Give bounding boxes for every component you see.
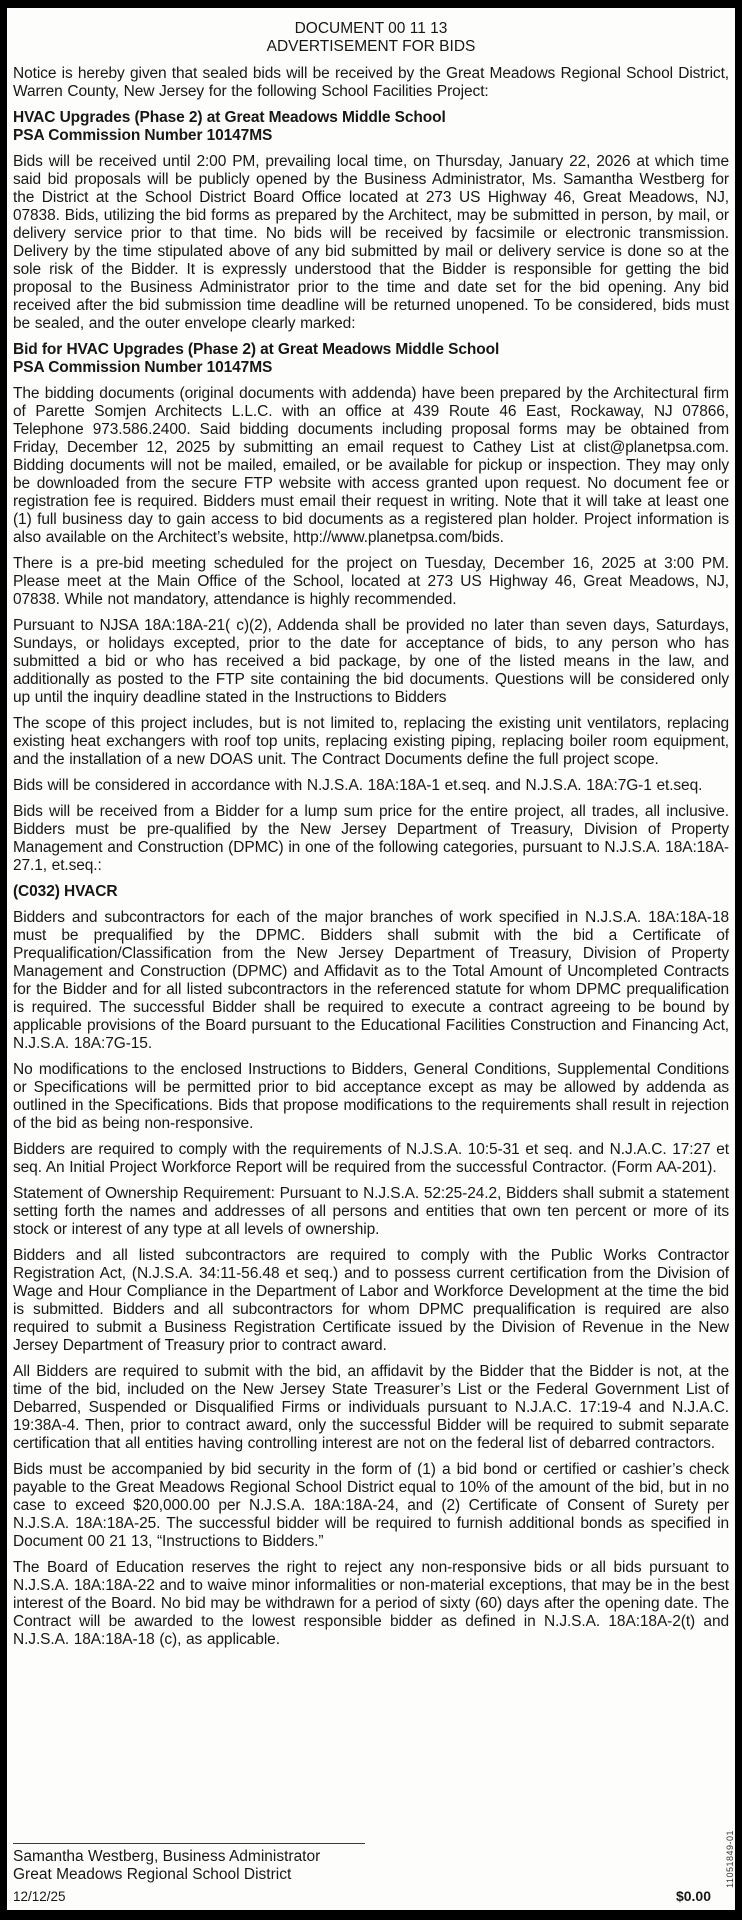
notice-id: 11051849-01 — [725, 1830, 735, 1888]
paragraph-bids-received: Bids will be received until 2:00 PM, prevailing local time, on Thursday, January 22, 2026 at which time said bid proposals will be publicly opened by the Business Administrator, Ms. Samantha Westberg for the District at the School District Board Office located at 273 US Highway 46, Great Meadows, NJ, 07838. Bids, utilizing the bid forms as prepared by the Architect, may be submitted in person, by mail, or delivery service prior to that time. No bids will be received by facsimile or electronic transmission. Delivery by the time stipulated above of any bid submitted by mail or delivery service is done so at the sole risk of the Bidder. It is expressly understood that the Bidder is responsible for getting the bid proposal to the Business Administrator prior to the time and date set for the bid opening. Any bid received after the bid submission time deadline will be returned unopened. To be considered, bids must be sealed, and the outer envelope clearly marked: — [13, 153, 729, 332]
paragraph-prequalification: Bidders and subcontractors for each of the major branches of work specified in N.J.S.A. 18A:18A-18 must be prequalified by the DPMC. Bidders shall submit with the bid a Certificate of Prequalification/Classification from the New Jersey Department of Treasury, Division of Property Management and Construction (DPMC) and Affidavit as to the Total Amount of Uncompleted Contracts for the Bidder and for all listed subcontractors in the referenced statute for whom DPMC prequalification is required. The successful Bidder shall be required to execute a contract agreeing to be bound by applicable provisions of the Board pursuant to the Educational Facilities Construction and Financing Act, N.J.S.A. 18A:7G-15. — [13, 909, 729, 1052]
paragraph-debarred: All Bidders are required to submit with the bid, an affidavit by the Bidder that the Bidder is not, at the time of the bid, included on the New Jersey State Treasurer’s List or the Federal Government List of Debarred, Suspended or Disqualified Firms or individuals pursuant to N.J.A.C. 17:19-4 and N.J.A.C. 19:38A-4. Then, prior to contract award, only the successful Bidder will be required to submit separate certification that all entities having controlling interest are not on the federal list of debarred contractors. — [13, 1363, 729, 1452]
signature-line — [13, 1843, 365, 1844]
paragraph-lump-sum: Bids will be received from a Bidder for a lump sum price for the entire project, all trades, all inclusive. Bidders must be pre-qualified by the New Jersey Department of Treasury, Division of Property Management and Construction (DPMC) in one of the following categories, pursuant to N.J.S.A. 18A:18A-27.1, et.seq.: — [13, 803, 729, 874]
project-title: HVAC Upgrades (Phase 2) at Great Meadows Middle School — [13, 109, 446, 126]
document-number: DOCUMENT 00 11 13 — [294, 20, 448, 37]
paragraph-pre-bid-meeting: There is a pre-bid meeting scheduled for the project on Tuesday, December 16, 2025 at 3:00 PM. Please meet at the Main Office of the School, located at 273 US Highway 46, Great Meadows, NJ, 07838. While not mandatory, attendance is highly recommended. — [13, 555, 729, 608]
paragraph-no-modifications: No modifications to the enclosed Instructions to Bidders, General Conditions, Supplemental Conditions or Specifications will be permitted prior to bid acceptance except as may be allowed by addenda as outlined in the Specifications. Bids that propose modifications to the requirements shall result in rejection of the bid as being non-responsive. — [13, 1061, 729, 1132]
signatory-name: Samantha Westberg, Business Administrator — [13, 1848, 321, 1865]
paragraph-bid-security: Bids must be accompanied by bid security in the form of (1) a bid bond or certified or cashier’s check payable to the Great Meadows Regional School District equal to 10% of the amount of the bid, but in no case to exceed $20,000.00 per N.J.S.A. 18A:18A-24, and (2) Certificate of Consent of Surety per N.J.S.A. 18A:18A-25. The successful bidder will be required to furnish additional bonds as specified in Document 00 21 13, “Instructions to Bidders.” — [13, 1461, 729, 1550]
signature-block — [13, 1843, 365, 1884]
document-title-block — [13, 20, 729, 56]
document-subtitle: ADVERTISEMENT FOR BIDS — [266, 38, 476, 55]
envelope-label-heading — [13, 341, 729, 377]
signatory-organization: Great Meadows Regional School District — [13, 1866, 292, 1883]
notice-price: $0.00 — [675, 1888, 711, 1904]
paragraph-accordance: Bids will be considered in accordance with N.J.S.A. 18A:18A-1 et.seq. and N.J.S.A. 18A:7G-1 et.seq. — [13, 777, 703, 794]
envelope-label-psa-number: PSA Commission Number 10147MS — [13, 359, 273, 376]
paragraph-workforce: Bidders are required to comply with the requirements of N.J.S.A. 10:5-31 et seq. and N.J.A.C. 17:27 et seq. An Initial Project Workforce Report will be required from the successful Contractor. (Form AA-201). — [13, 1141, 729, 1176]
paragraph-bidding-documents: The bidding documents (original documents with addenda) have been prepared by the Architectural firm of Parette Somjen Architects L.L.C. with an office at 439 Route 46 East, Rockaway, NJ 07866, Telephone 973.586.2400. Said bidding documents including proposal forms may be obtained from Friday, December 12, 2025 by submitting an email request to Cathey List at clist@planetpsa.com. Bidding documents will not be mailed, emailed, or be available for pickup or inspection. They may only be downloaded from the secure FTP website with access granted upon request. No document fee or registration fee is required. Bidders must email their request in writing. Note that it will take at least one (1) full business day to gain access to bid documents as a registered plan holder. Project information is also available on the Architect’s website, http://www.planetpsa.com/bids. — [13, 385, 729, 546]
paragraph-addenda: Pursuant to NJSA 18A:18A-21( c)(2), Addenda shall be provided no later than seven days, Saturdays, Sundays, or holidays excepted, prior to the date for acceptance of bids, to any person who has submitted a bid or who has received a bid package, by one of the listed means in the law, and additionally as posted to the FTP site containing the bid documents. Questions will be considered only up until the inquiry deadline stated in the Instructions to Bidders — [13, 617, 729, 706]
psa-commission-number: PSA Commission Number 10147MS — [13, 127, 273, 144]
paragraph-notice-intro: Notice is hereby given that sealed bids will be received by the Great Meadows Regional School District, Warren County, New Jersey for the following School Facilities Project: — [13, 65, 729, 100]
paragraph-scope: The scope of this project includes, but is not limited to, replacing the existing unit ventilators, replacing existing heat exchangers with roof top units, replacing existing piping, replacing boiler room equipment, and the installation of a new DOAS unit. The Contract Documents define the full project scope. — [13, 715, 729, 768]
legal-notice-advertisement — [4, 5, 738, 1913]
project-heading — [13, 109, 729, 145]
envelope-label-title: Bid for HVAC Upgrades (Phase 2) at Great Meadows Middle School — [13, 341, 500, 358]
paragraph-pwcra: Bidders and all listed subcontractors are required to comply with the Public Works Contractor Registration Act, (N.J.S.A. 34:11-56.48 et seq.) and to possess current certification from the Division of Wage and Hour Compliance in the Department of Labor and Workforce Development at the time the bid is submitted. Bidders and all subcontractors for whom DPMC prequalification is required are also required to submit a Business Registration Certificate issued by the Division of Revenue in the New Jersey Department of Treasury prior to contract award. — [13, 1247, 729, 1354]
trade-category-heading: (C032) HVACR — [13, 883, 118, 900]
paragraph-board-rights: The Board of Education reserves the right to reject any non-responsive bids or all bids pursuant to N.J.S.A. 18A:18A-22 and to waive minor informalities or non-material exceptions, that may be in the best interest of the Board. No bid may be withdrawn for a period of sixty (60) days after the opening date. The Contract will be awarded to the lowest responsible bidder as defined in N.J.S.A. 18A:18A-2(t) and N.J.S.A. 18A:18A-18 (c), as applicable. — [13, 1559, 729, 1648]
paragraph-ownership: Statement of Ownership Requirement: Pursuant to N.J.S.A. 52:25-24.2, Bidders shall submit a statement setting forth the names and addresses of all persons and entities that own ten percent or more of its stock or interest of any type at all levels of ownership. — [13, 1185, 729, 1238]
publication-date: 12/12/25 — [13, 1889, 66, 1904]
